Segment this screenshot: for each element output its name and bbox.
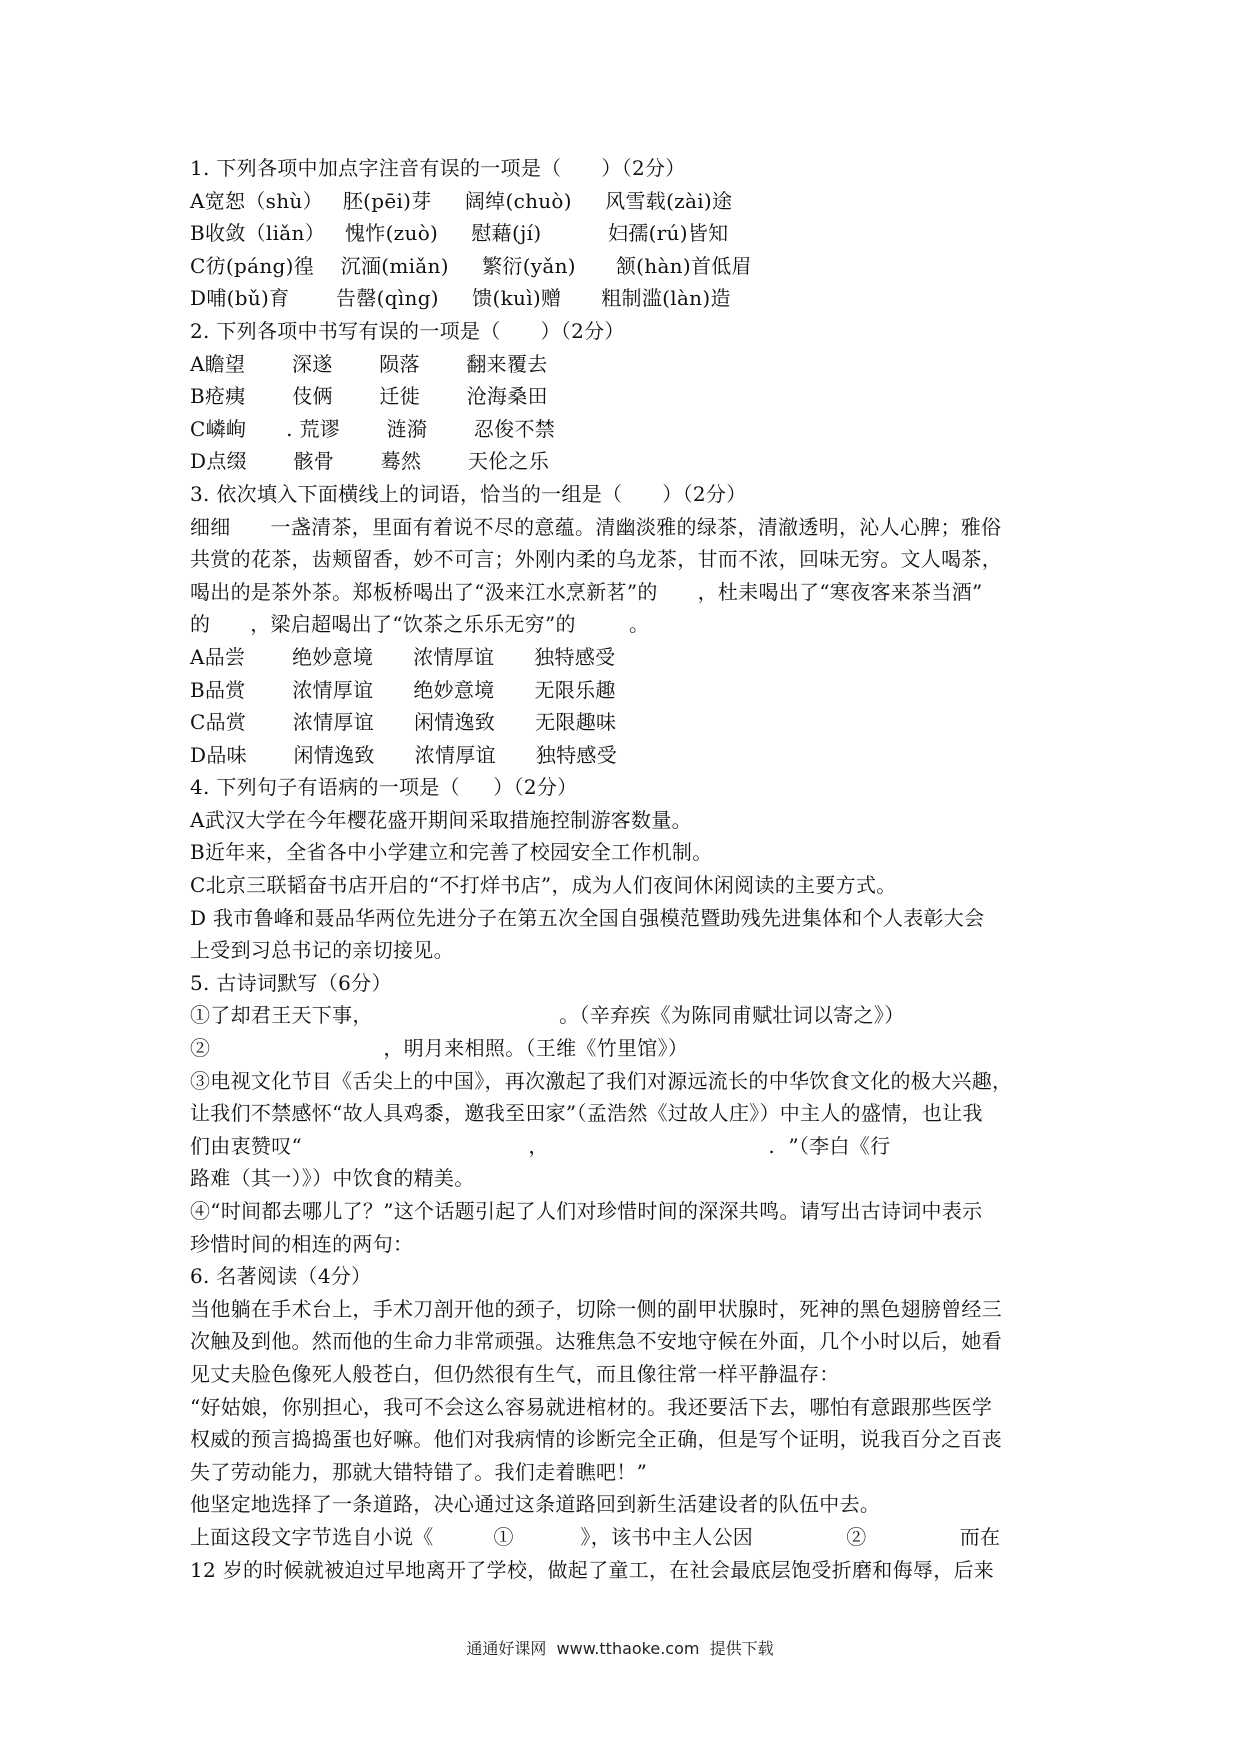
- text-line: 上受到习总书记的亲切接见。: [190, 938, 454, 963]
- text-line: A宽恕（shù） 胚(pēi)芽 阔绰(chuò) 风雪载(zài)途: [190, 188, 733, 213]
- document-body: [190, 152, 1060, 1586]
- text-line: 他坚定地选择了一条道路，决心通过这条道路回到新生活建设者的队伍中去。: [190, 1492, 881, 1517]
- text-line: ② ，明月来相照。（王维《竹里馆》）: [190, 1036, 689, 1061]
- text-line: 喝出的是茶外茶。郑板桥喝出了“汲来江水烹新茗”的 ，杜耒喝出了“寒夜客来茶当酒”: [190, 579, 983, 604]
- text-line: 们由衷赞叹“ ， . ”（李白《行: [190, 1133, 891, 1158]
- text-line: D品味 闲情逸致 浓情厚谊 独特感受: [190, 742, 618, 767]
- text-line: B疮痍 伎俩 迁徙 沧海桑田: [190, 384, 548, 409]
- text-line: 次触及到他。然而他的生命力非常顽强。达雅焦急不安地守候在外面，几个小时以后，她看: [190, 1329, 1002, 1354]
- text-line: B品赏 浓情厚谊 绝妙意境 无限乐趣: [190, 677, 616, 702]
- text-line: 4. 下列句子有语病的一项是（ ）（2分）: [190, 775, 578, 800]
- text-line: 上面这段文字节选自小说《 ① 》，该书中主人公因 ② 而在: [190, 1524, 1001, 1549]
- text-line: B近年来，全省各中小学建立和完善了校园安全工作机制。: [190, 840, 713, 865]
- page-footer: 通通好课网 www.tthaoke.com 提供下载: [466, 1639, 774, 1658]
- text-line: 6. 名著阅读（4分）: [190, 1264, 372, 1289]
- text-line: 失了劳动能力，那就大错特错了。我们走着瞧吧！”: [190, 1459, 648, 1484]
- text-line: ①了却君王天下事， 。（辛弃疾《为陈同甫赋壮词以寄之》）: [190, 1003, 905, 1028]
- text-line: 让我们不禁感怀“故人具鸡黍，邀我至田家”（孟浩然《过故人庄》）中主人的盛情，也让我: [190, 1101, 983, 1126]
- text-line: B收敛（liǎn） 愧怍(zuò) 慰藉(jí) 妇孺(rú)皆知: [190, 221, 729, 246]
- text-line: A品尝 绝妙意境 浓情厚谊 独特感受: [190, 644, 616, 669]
- text-line: 1. 下列各项中加点字注音有误的一项是（ ）（2分）: [190, 156, 686, 180]
- text-line: 细细 一盏清茶，里面有着说不尽的意蕴。清幽淡雅的绿茶，清澈透明，沁人心脾；雅俗: [190, 514, 1002, 539]
- text-line: 见丈夫脸色像死人般苍白，但仍然很有生气，而且像往常一样平静温存：: [190, 1361, 840, 1386]
- text-line: 3. 依次填入下面横线上的词语，恰当的一组是（ ）（2分）: [190, 481, 747, 506]
- text-line: D哺(bǔ)育 告罄(qìng) 馈(kuì)赠 粗制滥(làn)造: [190, 286, 731, 311]
- text-line: 权威的预言捣捣蛋也好嘛。他们对我病情的诊断完全正确，但是写个证明，说我百分之百丧: [190, 1427, 1002, 1452]
- text-line: 当他躺在手术台上，手术刀剖开他的颈子，切除一侧的副甲状腺时，死神的黑色翅膀曾经三: [190, 1296, 1002, 1321]
- text-line: 2. 下列各项中书写有误的一项是（ ）（2分）: [190, 318, 625, 343]
- text-line: “好姑娘，你别担心，我可不会这么容易就进棺材的。我还要活下去，哪怕有意跟那些医学: [190, 1394, 993, 1419]
- text-line: 5. 古诗词默写（6分）: [190, 970, 392, 995]
- text-line: D 我市鲁峰和聂品华两位先进分子在第五次全国自强模范暨助残先进集体和个人表彰大会: [190, 905, 985, 930]
- text-line: A瞻望 深遂 陨落 翻来覆去: [190, 351, 548, 376]
- text-line: D点缀 骸骨 蓦然 天伦之乐: [190, 449, 550, 474]
- text-line: C北京三联韬奋书店开启的“不打烊书店”，成为人们夜间休闲阅读的主要方式。: [190, 873, 897, 898]
- text-line: C嶙峋 . 荒谬 涟漪 忍俊不禁: [190, 416, 556, 441]
- text-line: C彷(páng)徨 沉湎(miǎn) 繁衍(yǎn) 颔(hàn)首低眉: [190, 253, 752, 278]
- text-line: ④“时间都去哪儿了？”这个话题引起了人们对珍惜时间的深深共鸣。请写出古诗词中表示: [190, 1199, 983, 1223]
- text-line: 12 岁的时候就被迫过早地离开了学校，做起了童工，在社会最底层饱受折磨和侮辱，后来: [190, 1557, 995, 1582]
- text-line: 路难（其一）》）中饮食的精美。: [190, 1166, 475, 1191]
- text-line: 共赏的花茶，齿颊留香，妙不可言；外刚内柔的乌龙茶，甘而不浓，回味无穷。文人喝茶，: [190, 547, 1002, 572]
- text-line: C品赏 浓情厚谊 闲情逸致 无限趣味: [190, 710, 617, 735]
- text-line: A武汉大学在今年樱花盛开期间采取措施控制游客数量。: [190, 807, 692, 832]
- text-line: ③电视文化节目《舌尖上的中国》，再次激起了我们对源远流长的中华饮食文化的极大兴趣，: [190, 1068, 1013, 1093]
- text-line: 珍惜时间的相连的两句：: [190, 1231, 414, 1256]
- text-line: 的 ，梁启超喝出了“饮茶之乐乐无穷”的 。: [190, 612, 650, 637]
